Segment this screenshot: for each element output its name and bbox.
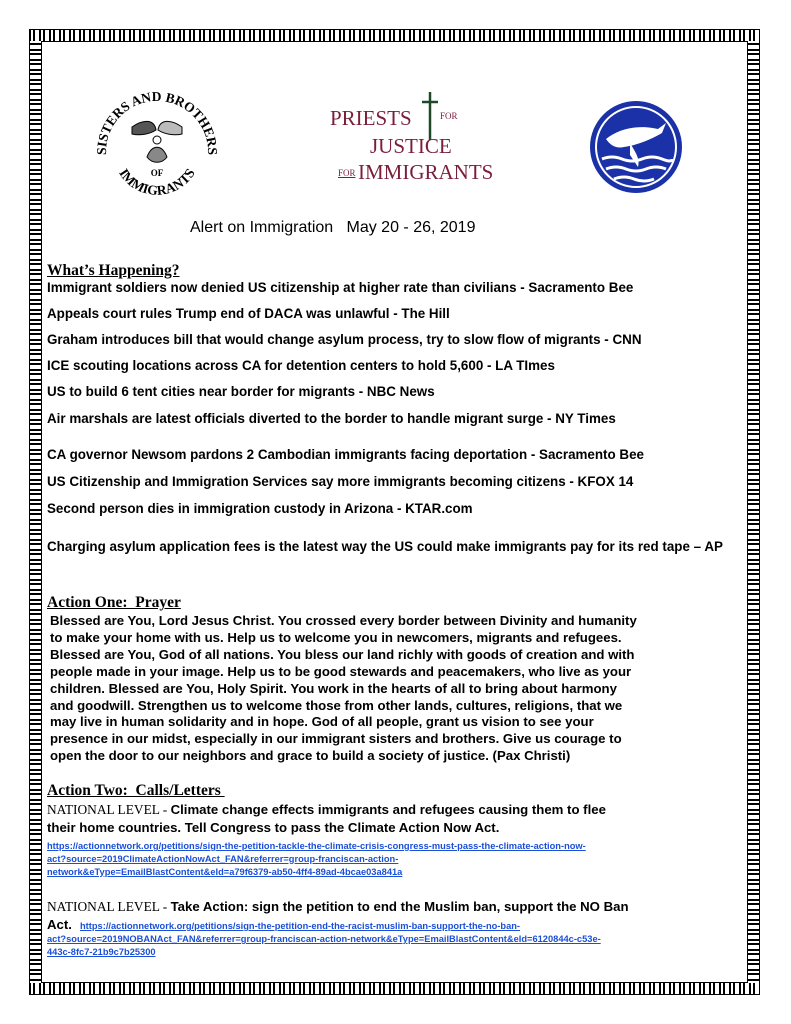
headline-item: Second person dies in immigration custody in Arizona - KTAR.com: [47, 501, 473, 516]
national-level-label: NATIONAL LEVEL -: [47, 899, 171, 914]
pji-logo-line2: JUSTICE: [370, 134, 452, 158]
svg-text:SISTERS AND BROTHERS: [94, 89, 220, 155]
petition-link-1[interactable]: [47, 840, 586, 878]
call-item-2-text2: Act.: [47, 917, 72, 932]
prayer-line: open the door to our neighbors and grace to build a society of justice. (Pax Christi): [50, 748, 571, 764]
call-item-1-text2: their home countries. Tell Congress to pass the Climate Action Now Act.: [47, 820, 500, 835]
pji-logo-line1: PRIESTS: [330, 106, 412, 130]
prayer-line: and goodwill. Strengthen us to welcome those from other lands, cultures, religions, that we: [50, 697, 623, 713]
whats-happening-heading: What’s Happening?: [47, 262, 180, 279]
headline-item: Air marshals are latest officials diverted to the border to handle migrant surge - NY Times: [47, 411, 616, 426]
headline-item: ICE scouting locations across CA for detention centers to hold 5,600 - LA TImes: [47, 358, 555, 373]
prayer-line: children. Blessed are You, Holy Spirit. You work in the hearts of all to bring about harmony: [50, 680, 617, 696]
hands-icon: [132, 121, 182, 162]
headline-item: US to build 6 tent cities near border for migrants - NBC News: [47, 384, 435, 399]
action-one-heading: Action One: Prayer: [47, 594, 181, 611]
link-line[interactable]: https://actionnetwork.org/petitions/sign-the-petition-tackle-the-climate-crisis-congress-must-pass-the-climate-action-now-: [47, 841, 586, 851]
sbi-logo-top-text: SISTERS AND BROTHERS: [93, 88, 221, 156]
link-line[interactable]: network&eType=EmailBlastContent&eId=a79f6379-ab50-4ff4-89ad-4bcae03a841a: [47, 866, 403, 877]
cross-icon: [422, 92, 438, 140]
prayer-line: presence in our midst, especially in our immigrant sisters and brothers. Give us courage to: [50, 731, 622, 747]
petition-link-2-first[interactable]: https://actionnetwork.org/petitions/sign-the-petition-end-the-racist-muslim-ban-support-the-no-ban-: [80, 921, 521, 931]
sbi-logo-bottom-text: IMMIGRANTS: [116, 165, 198, 198]
link-line[interactable]: act?source=2019NOBANAct_FAN&referrer=group-franciscan-action-network&eType=EmailBlastContent&eId=6120844c-c53e-: [47, 934, 601, 944]
link-line[interactable]: act?source=2019ClimateActionNowAct_FAN&referrer=group-franciscan-action-: [47, 853, 399, 864]
call-item-2-line1: [47, 899, 629, 915]
headline-item: Charging asylum application fees is the latest way the US could make immigrants pay for its red tape – AP: [47, 539, 723, 554]
headline-item: Immigrant soldiers now denied US citizenship at higher rate than civilians - Sacramento Bee: [47, 280, 634, 295]
link-line[interactable]: 443c-8fc7-21b9c7b25300: [47, 946, 156, 957]
call-item-2-text: Take Action: sign the petition to end the Muslim ban, support the NO Ban: [170, 899, 629, 914]
prayer-line: people made in your image. Help us to be good stewards and peacemakers, who live as your: [50, 663, 632, 679]
action-two-heading: Action Two: Calls/Letters: [47, 782, 225, 799]
call-item-1-text: Climate change effects immigrants and refugees causing them to flee: [170, 802, 606, 817]
page-title: Alert on Immigration May 20 - 26, 2019: [190, 219, 476, 236]
call-item-1-line1: [47, 802, 606, 818]
petition-link-2[interactable]: [47, 933, 601, 959]
sisters-brothers-immigrants-logo: [92, 82, 222, 212]
headline-item: Appeals court rules Trump end of DACA was unlawful - The Hill: [47, 306, 450, 321]
pji-logo-line3: IMMIGRANTS: [358, 160, 494, 184]
priests-justice-immigrants-logo: [330, 90, 494, 190]
headline-item: US Citizenship and Immigration Services say more immigrants becoming citizens - KFOX 14: [47, 474, 634, 489]
headline-item: Graham introduces bill that would change asylum process, try to slow flow of migrants - CNN: [47, 332, 642, 347]
prayer-line: Blessed are You, Lord Jesus Christ. You crossed every border between Divinity and humanity: [50, 613, 637, 628]
headline-item: CA governor Newsom pardons 2 Cambodian immigrants facing deportation - Sacramento Bee: [47, 447, 644, 462]
dove-globe-icon: [586, 97, 686, 197]
prayer-text: [50, 613, 750, 765]
sbi-logo-middle-text: OF: [150, 168, 164, 178]
prayer-line: may live in human solidarity and in hope. God of all people, grant us vision to see your: [50, 714, 594, 730]
prayer-line: to make your home with us. Help us to welcome you in newcomers, migrants and refugees.: [50, 629, 622, 645]
prayer-line: Blessed are You, God of all nations. You bless our land richly with goods of creation and with: [50, 646, 635, 662]
pji-logo-for-1: FOR: [440, 111, 458, 121]
pji-logo-for-2: FOR: [338, 168, 356, 178]
national-level-label: NATIONAL LEVEL -: [47, 802, 171, 817]
